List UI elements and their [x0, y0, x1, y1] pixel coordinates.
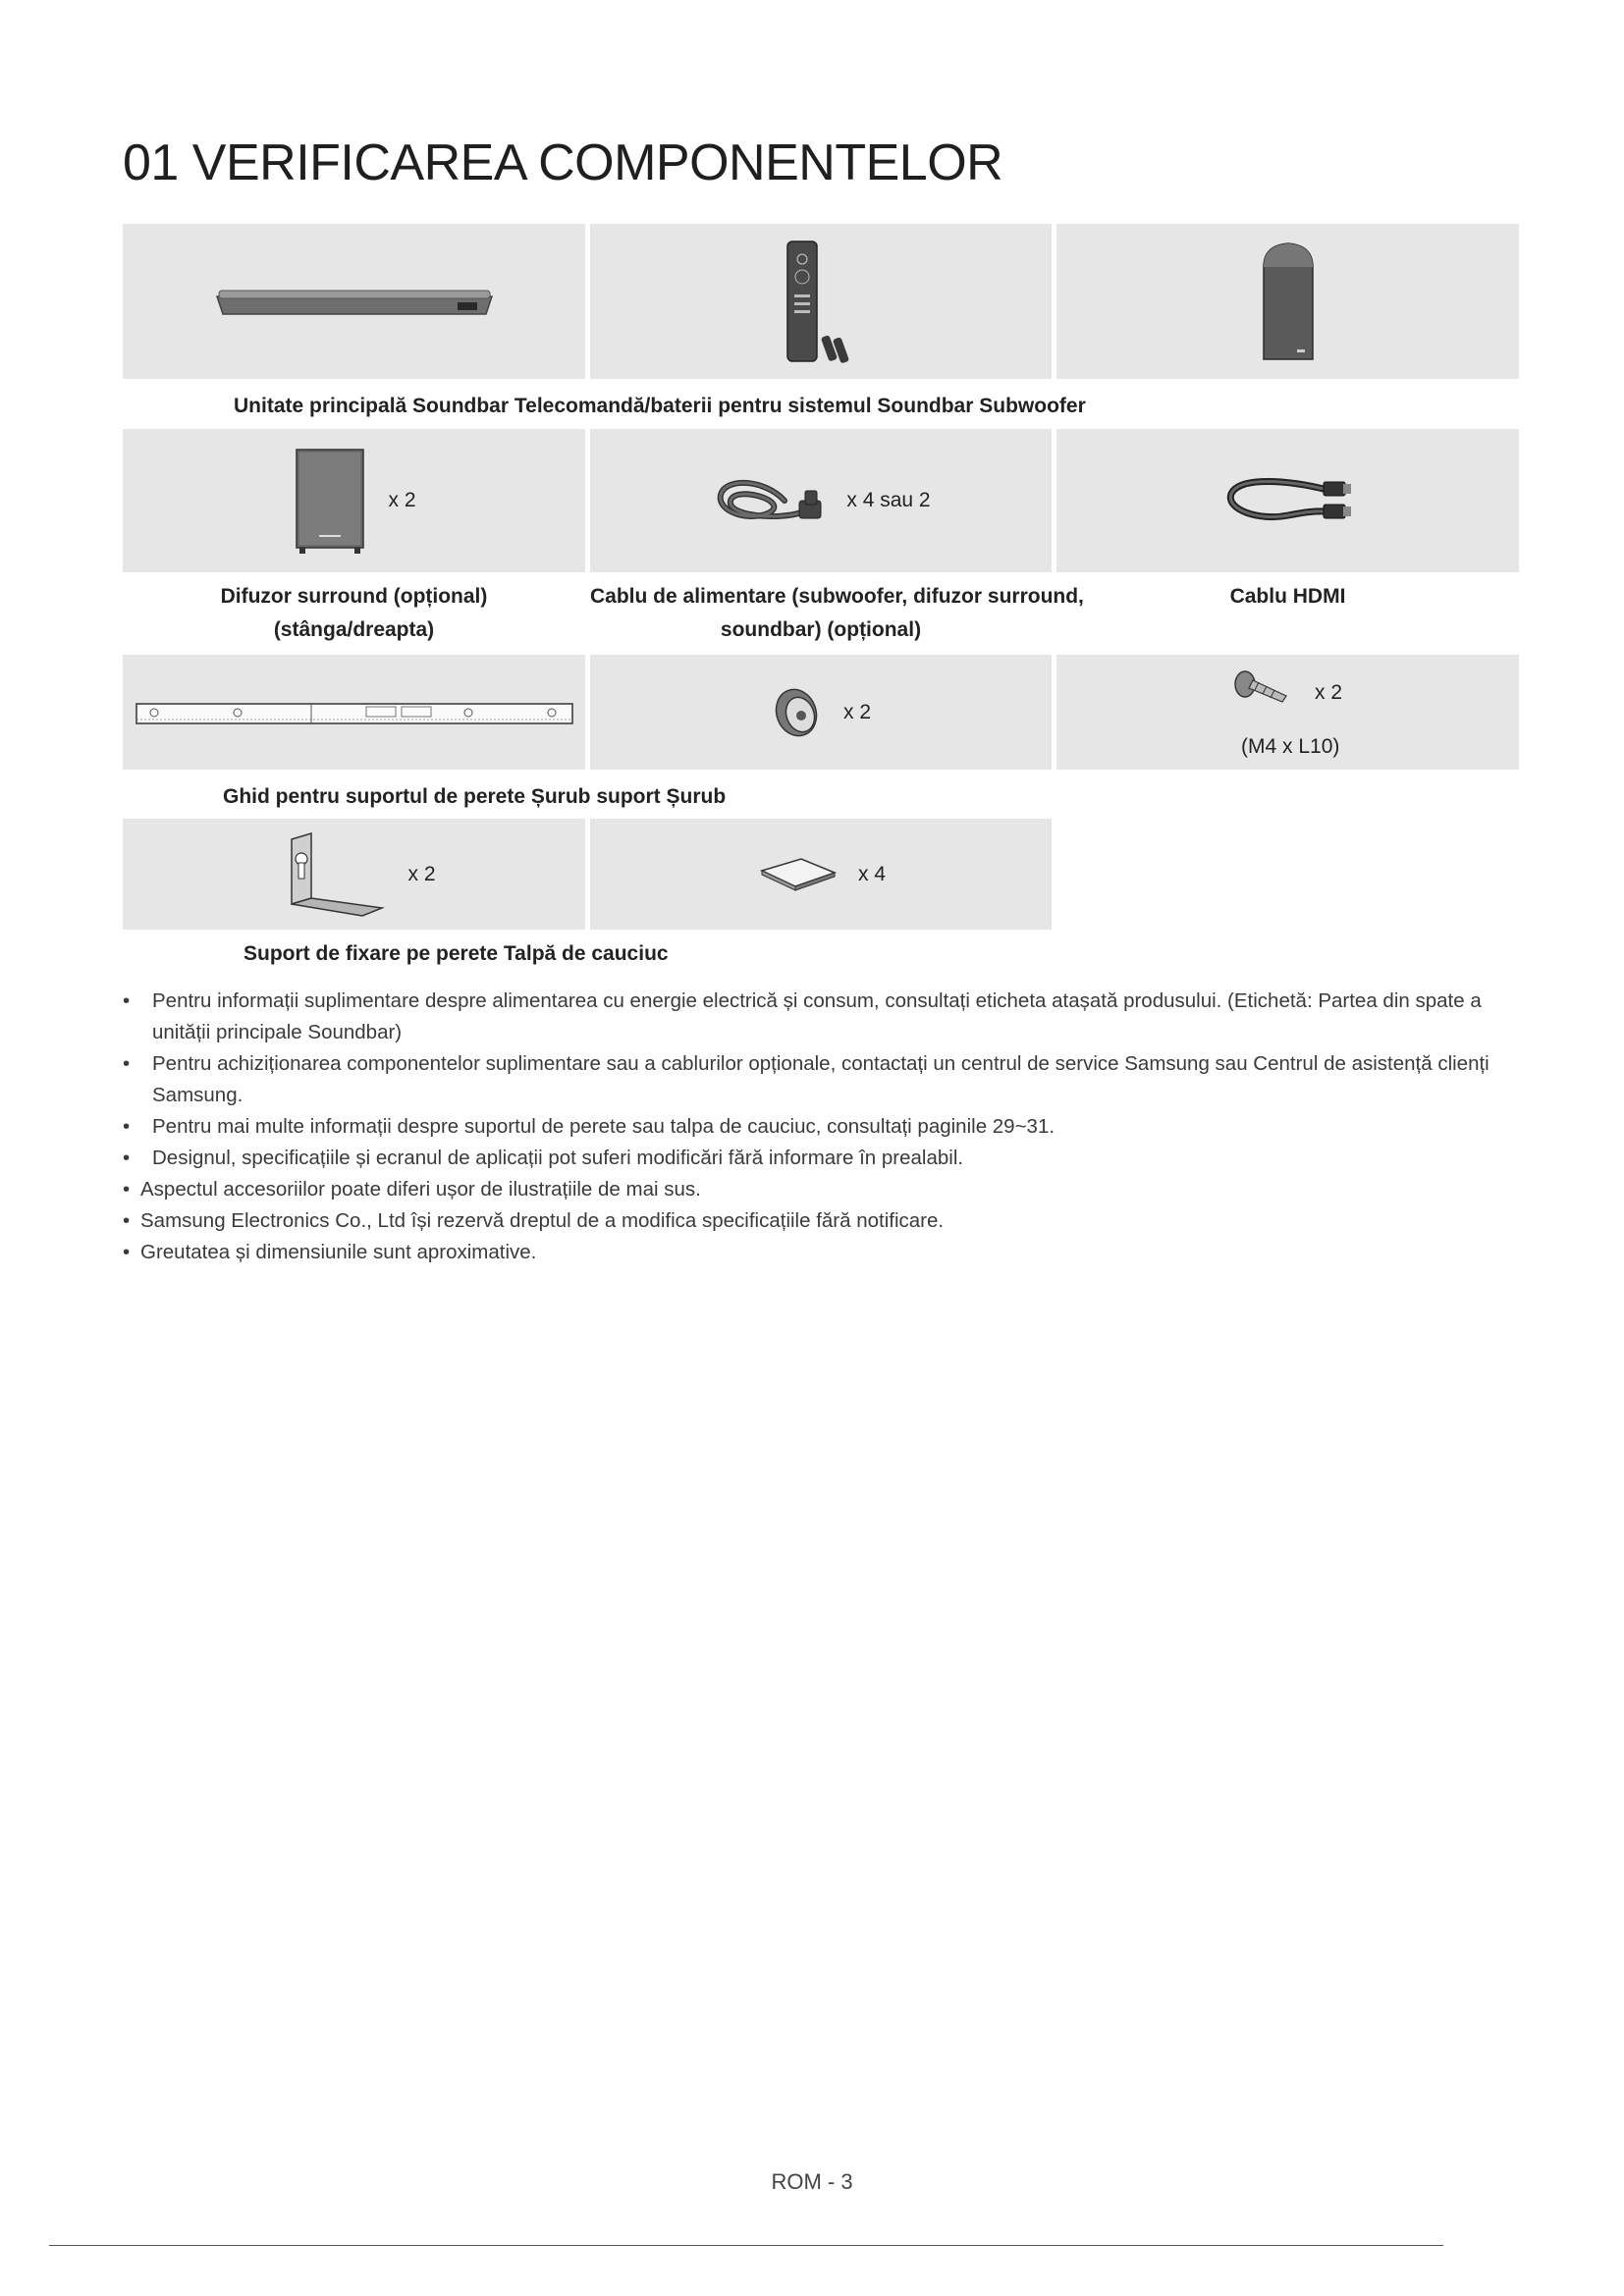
note-text: Samsung Electronics Co., Ltd își rezervă dreptul de a modifica specificațiile fără notificare. [140, 1209, 945, 1232]
caption-power-cable-line2: soundbar) (opțional) [720, 618, 922, 641]
caption-power-cable-line1: Cablu de alimentare (subwoofer, difuzor surround, [590, 585, 1084, 608]
surround-speaker-image-cell [123, 429, 585, 572]
note-item [123, 1111, 1517, 1143]
remote-illustration [782, 238, 860, 365]
rubber-foot-illustration [756, 855, 840, 894]
screw-holder-image-cell [590, 655, 1052, 770]
rubber-foot-image-cell [590, 819, 1052, 930]
screw-holder-illustration [771, 683, 826, 742]
note-item [123, 986, 1517, 1048]
caption-surround-line2: (stânga/dreapta) [273, 618, 435, 641]
note-item [123, 1237, 1517, 1268]
page-number: ROM - 3 [771, 2169, 853, 2194]
surround-qty: x 2 [388, 489, 416, 511]
note-text: Designul, specificațiile și ecranul de aplicații pot suferi modificări fără informare în prealabil. [152, 1147, 964, 1169]
note-item [123, 1048, 1517, 1111]
remote-image-cell [590, 224, 1052, 379]
screw-holder-qty: x 2 [842, 700, 871, 723]
screw-spec: (M4 x L10) [1241, 735, 1340, 758]
power-cable-image-cell [590, 429, 1052, 572]
bullet: • [123, 1209, 131, 1232]
power-cable-qty: x 4 sau 2 [846, 489, 931, 511]
screw-image-cell [1056, 655, 1519, 770]
wall-bracket-image-cell [123, 819, 585, 930]
note-text: Pentru informații suplimentare despre alimentarea cu energie electrică și consum, consultați eticheta atașată produsului. (Etichetă: Partea din spate a unității principale Soundbar) [152, 989, 1482, 1043]
caption-surround [123, 580, 585, 647]
wall-bracket-qty: x 2 [407, 862, 436, 885]
caption-row3: Ghid pentru suportul de perete Șurub suport Șurub [223, 785, 727, 808]
note-item [123, 1205, 1517, 1237]
bullet: • [123, 989, 131, 1012]
page-title: 01 VERIFICAREA COMPONENTELOR [123, 134, 1003, 191]
note-item [123, 1143, 1517, 1174]
caption-surround-line1: Difuzor surround (opțional) [220, 585, 488, 608]
note-text: Pentru achiziționarea componentelor suplimentare sau a cablurilor opționale, contactați un centrul de service Samsung sau Centrul de asistență clienți Samsung. [152, 1052, 1489, 1106]
wall-mount-guide-image-cell [123, 655, 585, 770]
rubber-foot-qty: x 4 [857, 862, 886, 885]
footer-divider [49, 2245, 1443, 2246]
notes-list [123, 986, 1517, 1268]
subwoofer-image-cell [1056, 224, 1519, 379]
bullet: • [123, 1052, 131, 1075]
caption-power-cable [590, 580, 1084, 647]
subwoofer-illustration [1254, 238, 1323, 365]
soundbar-image-cell [123, 224, 585, 379]
caption-hdmi: Cablu HDMI [1229, 585, 1346, 608]
screw-qty: x 2 [1315, 681, 1343, 704]
hdmi-cable-illustration [1219, 466, 1357, 535]
caption-row1: Unitate principală Soundbar Telecomandă/baterii pentru sistemul Soundbar Subwoofer [234, 395, 1086, 417]
bullet: • [123, 1178, 131, 1201]
bullet: • [123, 1115, 131, 1138]
wall-bracket-illustration [272, 829, 390, 920]
note-text: Pentru mai multe informații despre suportul de perete sau talpa de cauciuc, consultați paginile 29~31. [152, 1115, 1056, 1138]
soundbar-illustration [207, 277, 502, 326]
power-cable-illustration [711, 471, 829, 530]
note-text: Aspectul accesoriilor poate diferi ușor de ilustrațiile de mai sus. [140, 1178, 701, 1201]
bullet: • [123, 1241, 131, 1263]
caption-row4: Suport de fixare pe perete Talpă de cauciuc [244, 942, 669, 965]
hdmi-cable-image-cell [1056, 429, 1519, 572]
surround-speaker-illustration [292, 445, 370, 558]
note-item [123, 1174, 1517, 1205]
wall-mount-guide-illustration [135, 698, 574, 727]
note-text: Greutatea și dimensiunile sunt aproximative. [140, 1241, 537, 1263]
screw-illustration [1231, 668, 1300, 708]
bullet: • [123, 1147, 131, 1169]
